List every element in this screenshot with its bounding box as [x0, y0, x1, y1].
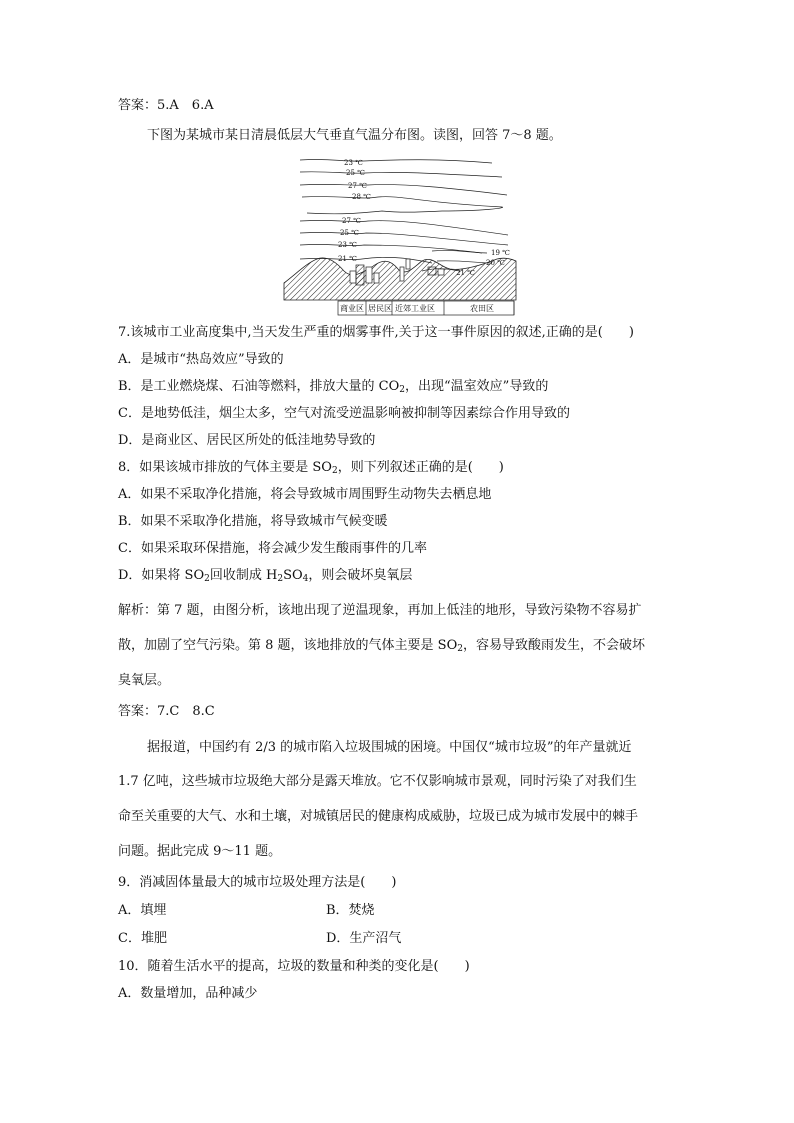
passage-line-2: 1.7 亿吨，这些城市垃圾绝大部分是露天堆放。它不仅影响城市景观，同时污染了对我们生	[118, 774, 637, 789]
isotherm-label: 25 ℃	[340, 229, 359, 237]
analysis-line-2: 散，加剧了空气污染。第 8 题，该地排放的气体主要是 $SO_2$，容易导致酸雨发生，不会破坏	[118, 638, 645, 654]
building	[350, 271, 356, 283]
building	[438, 269, 444, 275]
isotherm-line	[300, 172, 502, 177]
question-8-option-c: C．如果采取环保措施，将会减少发生酸雨事件的几率	[118, 541, 427, 556]
building	[356, 265, 364, 285]
question-7-option-b: B．是工业燃烧煤、石油等燃料，排放大量的 $CO_2$，出现“温室效应”导致的	[118, 379, 549, 395]
building	[366, 267, 372, 283]
passage-line-1: 据报道，中国约有 2/3 的城市陷入垃圾围城的困境。中国仅“城市垃圾”的年产量就近	[147, 740, 632, 755]
isotherm-line	[302, 197, 503, 214]
question-8-option-a: A．如果不采取净化措施，将会导致城市周围野生动物失去栖息地	[118, 487, 492, 502]
temperature-inversion-figure	[282, 155, 518, 317]
question-7-option-d: D．是商业区、居民区所处的低洼地势导致的	[118, 433, 376, 448]
building	[400, 267, 404, 281]
passage-line-3: 命至关重要的大气、水和土壤，对城镇居民的健康构成威胁，垃圾已成为城市发展中的棘手	[118, 809, 639, 824]
answer-7-8: 答案：7.C 8.C	[118, 704, 215, 719]
isotherm-line	[300, 159, 492, 163]
zone-label: 居民区	[368, 304, 392, 313]
question-8-option-b: B．如果不采取净化措施，将导致城市气候变暖	[118, 514, 388, 529]
isotherm-label: 19 ℃	[491, 249, 510, 257]
question-8-option-d: D．如果将 $SO_2$回收制成 $H_2SO_4$，则会破坏臭氧层	[118, 568, 413, 584]
question-8-stem: 8．如果该城市排放的气体主要是 $SO_2$，则下列叙述正确的是( )	[118, 460, 504, 476]
intro-7-8: 下图为某城市某日清晨低层大气垂直气温分布图。读图，回答 7～8 题。	[147, 128, 562, 143]
zone-label: 农田区	[470, 304, 494, 313]
analysis-line-1: 解析：第 7 题，由图分析，该地出现了逆温现象，再加上低洼的地形，导致污染物不容易扩	[118, 603, 642, 618]
answer-5-6: 答案：5.A 6.A	[118, 98, 214, 113]
question-7-option-c: C．是地势低洼，烟尘太多，空气对流受逆温影响被抑制等因素综合作用导致的	[118, 406, 570, 421]
building	[406, 259, 410, 269]
question-9-stem: 9．消减固体量最大的城市垃圾处理方法是( )	[118, 875, 397, 890]
isotherm-label: 23 ℃	[344, 159, 363, 167]
isotherm-line	[300, 244, 482, 253]
isotherm-line	[300, 232, 508, 245]
question-9-options-row-1	[118, 902, 518, 920]
question-7-stem: 7.该城市工业高度集中,当天发生严重的烟雾事件,关于这一事件原因的叙述,正确的是( )	[118, 325, 634, 340]
question-9-option-b: B．焚烧	[326, 903, 375, 918]
question-10-stem: 10．随着生活水平的提高，垃圾的数量和种类的变化是( )	[118, 959, 470, 974]
question-10-option-a: A．数量增加，品种减少	[118, 986, 258, 1001]
question-9-options-row-2	[118, 930, 518, 948]
passage-line-4: 问题。据此完成 9～11 题。	[118, 844, 282, 859]
question-9-option-c: C．堆肥	[118, 931, 167, 946]
zone-label: 近郊工业区	[395, 304, 435, 313]
question-7-option-a: A．是城市“热岛效应”导致的	[118, 352, 284, 367]
isotherm-label: 27 ℃	[342, 217, 361, 225]
building	[374, 273, 379, 283]
building	[428, 267, 436, 275]
question-9-option-a: A．填埋	[118, 903, 167, 918]
isotherm-label: 28 ℃	[352, 193, 371, 201]
isotherm-line	[432, 250, 487, 253]
isotherm-label: 21 ℃	[338, 255, 357, 263]
isotherm-label: 25 ℃	[346, 169, 365, 177]
isotherm-line	[300, 184, 507, 195]
analysis-line-3: 臭氧层。	[118, 673, 171, 688]
zone-label: 商业区	[340, 304, 364, 313]
isotherm-label: 23 ℃	[338, 241, 357, 249]
isotherm-line	[437, 261, 492, 263]
question-9-option-d: D．生产沼气	[326, 931, 402, 946]
isotherm-label: 27 ℃	[348, 182, 367, 190]
